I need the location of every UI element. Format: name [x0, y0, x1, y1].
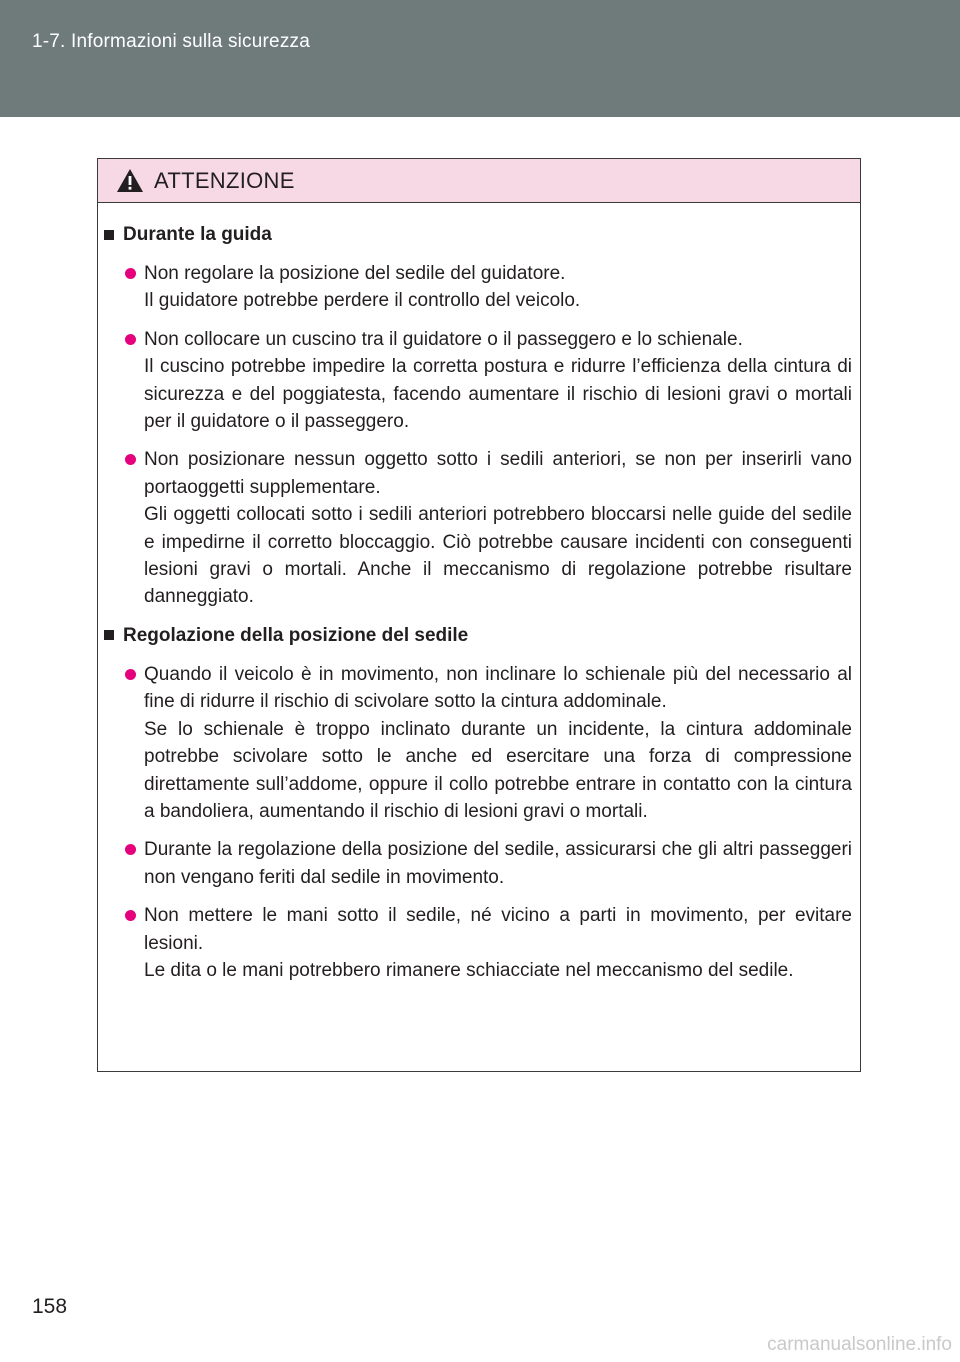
square-bullet-icon — [104, 630, 114, 640]
circle-bullet-icon — [125, 910, 136, 921]
warning-body — [98, 203, 860, 984]
warning-header — [98, 159, 860, 203]
item-paragraph: Non posizionare nessun oggetto sotto i sedili anteriori, se non per inserirli vano portaoggetti supplementare. — [144, 449, 852, 498]
square-bullet-icon — [104, 230, 114, 240]
item-paragraph: Gli oggetti collocati sotto i sedili anteriori potrebbero bloccarsi nelle guide del sedile e impedirne il corretto bloccaggio. Ciò potrebbe causare incidenti con conseguenti lesioni gravi o mortali. Anche il meccanismo di regolazione potrebbe risultare danneggiato. — [144, 504, 852, 608]
section-heading — [104, 622, 852, 649]
section-regolazione — [104, 622, 852, 984]
list-item — [104, 836, 852, 891]
list-item — [104, 326, 852, 436]
item-paragraph: Durante la regolazione della posizione del sedile, assicurarsi che gli altri passeggeri non vengano feriti dal sedile in movimento. — [144, 839, 852, 888]
circle-bullet-icon — [125, 454, 136, 465]
watermark: carmanualsonline.info — [767, 1334, 952, 1355]
item-paragraph: Il guidatore potrebbe perdere il controllo del veicolo. — [144, 290, 581, 312]
item-paragraph: Se lo schienale è troppo inclinato durante un incidente, la cintura addominale potrebbe scivolare sotto le anche ed esercitare una forza di compressione direttamente sull’addome, oppure il collo potrebbe entrare in contatto con la cintura a bandoliera, aumentando il rischio di lesioni gravi o mortali. — [144, 718, 852, 822]
item-paragraph: Non regolare la posizione del sedile del guidatore. — [144, 263, 566, 284]
item-paragraph: Non collocare un cuscino tra il guidatore o il passeggero e lo schienale. — [144, 328, 743, 350]
header-band — [0, 0, 960, 117]
item-paragraph: Quando il veicolo è in movimento, non inclinare lo schienale più del necessario al fine di ridurre il rischio di scivolare sotto la cintura addominale. — [144, 663, 852, 713]
circle-bullet-icon — [125, 844, 136, 855]
page-number: 158 — [32, 1295, 68, 1318]
list-item — [104, 902, 852, 984]
warning-box — [97, 158, 861, 1072]
list-item — [104, 661, 852, 825]
circle-bullet-icon — [125, 669, 136, 680]
warning-title: ATTENZIONE — [154, 168, 295, 193]
item-paragraph: Le dita o le mani potrebbero rimanere schiacciate nel meccanismo del sedile. — [144, 959, 794, 981]
section-heading — [104, 221, 852, 248]
warning-triangle-icon — [116, 168, 144, 193]
circle-bullet-icon — [125, 268, 136, 279]
list-item — [104, 446, 852, 610]
section-title: 1-7. Informazioni sulla sicurezza — [32, 31, 310, 52]
section-durante-la-guida — [104, 221, 852, 611]
circle-bullet-icon — [125, 334, 136, 345]
list-item — [104, 260, 852, 315]
item-paragraph: Il cuscino potrebbe impedire la corretta postura e ridurre l’efficienza della cintura di sicurezza e del poggiatesta, facendo aumentare il rischio di lesioni gravi o mortali per il guidatore o il passeggero. — [144, 356, 852, 433]
section-heading-text: Durante la guida — [123, 224, 272, 245]
item-paragraph: Non mettere le mani sotto il sedile, né vicino a parti in movimento, per evitare lesioni. — [144, 905, 852, 954]
section-heading-text: Regolazione della posizione del sedile — [123, 624, 469, 646]
